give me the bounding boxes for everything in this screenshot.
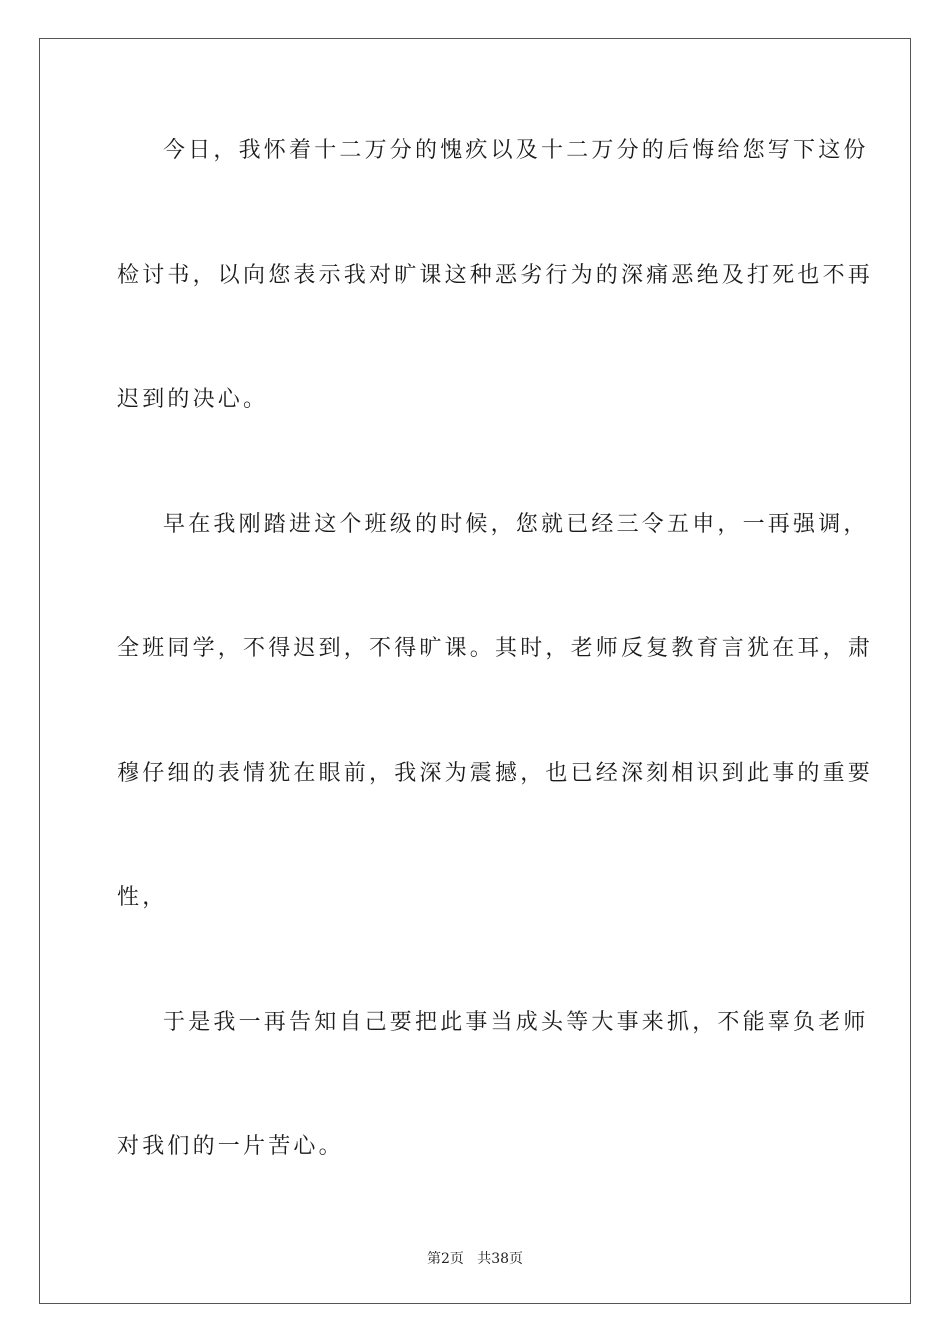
- page-frame: [39, 38, 911, 1304]
- page-footer: 第2页 共38页: [426, 1251, 524, 1267]
- text-line-2: 检讨书，以向您表示我对旷课这种恶劣行为的深痛恶绝及打死也不再: [117, 263, 874, 288]
- text-line-1: 今日，我怀着十二万分的愧疚以及十二万分的后悔给您写下这份: [163, 138, 869, 163]
- text-line-8: 于是我一再告知自己要把此事当成头等大事来抓，不能辜负老师: [163, 1010, 869, 1035]
- text-line-5: 全班同学，不得迟到，不得旷课。其时，老师反复教育言犹在耳，肃: [117, 636, 874, 661]
- text-line-6: 穆仔细的表情犹在眼前，我深为震撼，也已经深刻相识到此事的重要: [117, 761, 874, 786]
- text-line-3: 迟到的决心。: [117, 387, 269, 412]
- text-line-4: 早在我刚踏进这个班级的时候，您就已经三令五申，一再强调，: [163, 512, 869, 537]
- text-line-9: 对我们的一片苦心。: [117, 1134, 344, 1159]
- text-line-7: 性，: [117, 885, 168, 910]
